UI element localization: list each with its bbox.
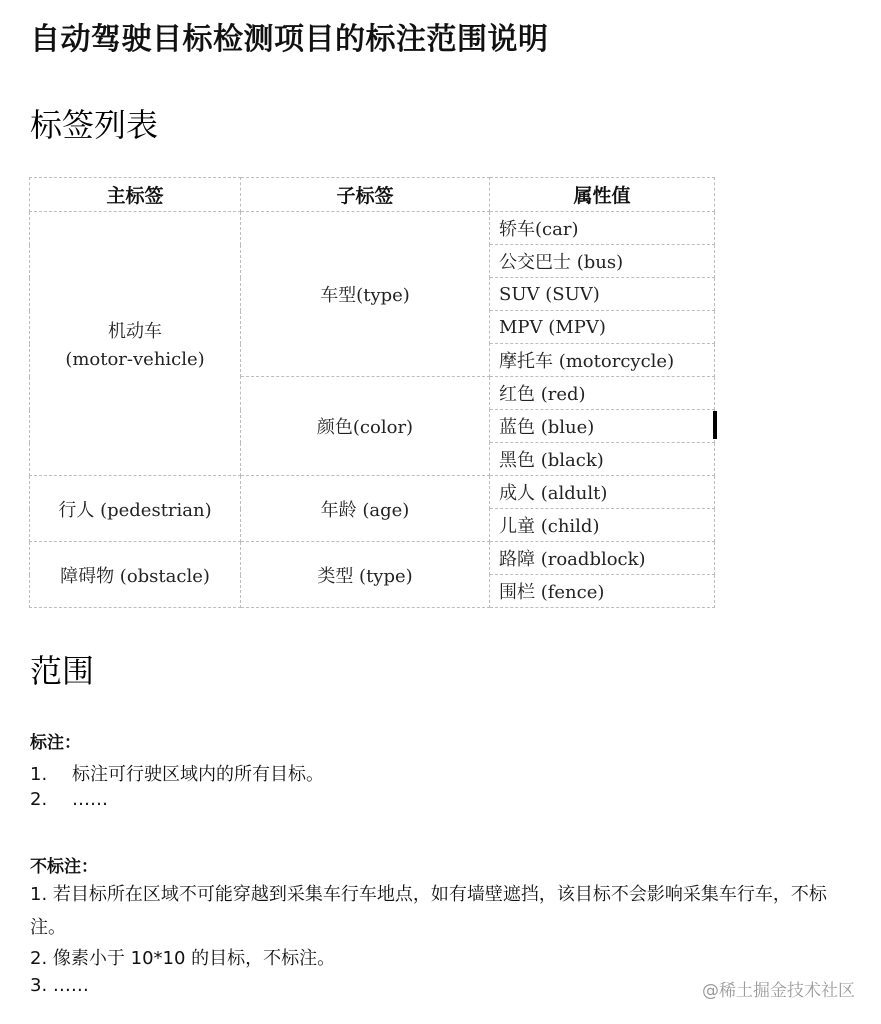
table-row (30, 212, 715, 245)
list-item (30, 760, 324, 786)
attribute-value: 成人 (aldult) (490, 476, 715, 509)
sub-label-obstacle-type: 类型 (type) (241, 542, 490, 608)
main-label-vehicle-en: (motor-vehicle) (65, 349, 205, 370)
attribute-value: 摩托车 (motorcycle) (490, 344, 715, 377)
attribute-value: 公交巴士 (bus) (490, 245, 715, 278)
not-annotate-heading: 不标注： (30, 857, 98, 877)
section-heading-scope: 范围 (30, 652, 95, 690)
section-heading-labels: 标签列表 (30, 106, 159, 144)
header-main-label: 主标签 (30, 178, 241, 212)
not-annotate-item-1: 1. 若目标所在区域不可能穿越到采集车行车地点，如有墙壁遮挡，该目标不会影响采集车行车，不标注。 (30, 884, 827, 938)
attribute-value: SUV (SUV) (490, 278, 715, 311)
not-annotate-item-2: 2. 像素小于 10*10 的目标，不标注。 (30, 948, 336, 969)
list-item-number: 1. (30, 764, 48, 785)
list-item-text: 标注可行驶区域内的所有目标。 (72, 764, 324, 785)
text-cursor (713, 411, 717, 439)
label-table (29, 177, 715, 608)
table-row (30, 476, 715, 509)
list-item (30, 789, 108, 810)
not-annotate-item-3: 3. …… (30, 975, 89, 996)
attribute-value: 蓝色 (blue) (490, 410, 715, 443)
attribute-value: 轿车(car) (490, 212, 715, 245)
header-attribute-value: 属性值 (490, 178, 715, 212)
list-item-number: 2. (30, 789, 48, 810)
table-row (30, 542, 715, 575)
sub-label-type: 车型(type) (241, 212, 490, 377)
sub-label-color: 颜色(color) (241, 377, 490, 476)
main-label-pedestrian: 行人 (pedestrian) (30, 476, 241, 542)
attribute-value: 儿童 (child) (490, 509, 715, 542)
attribute-value: 红色 (red) (490, 377, 715, 410)
main-label-obstacle: 障碍物 (obstacle) (30, 542, 241, 608)
sub-label-age: 年龄 (age) (241, 476, 490, 542)
page-title: 自动驾驶目标检测项目的标注范围说明 (30, 22, 549, 57)
watermark: @稀土掘金技术社区 (702, 981, 855, 1001)
attribute-value: 围栏 (fence) (490, 575, 715, 608)
header-sub-label: 子标签 (241, 178, 490, 212)
main-label-vehicle-cn: 机动车 (108, 321, 162, 342)
annotate-heading: 标注： (30, 733, 81, 753)
main-label-vehicle (30, 212, 241, 476)
attribute-value: 路障 (roadblock) (490, 542, 715, 575)
attribute-value: 黑色 (black) (490, 443, 715, 476)
list-item-text: …… (72, 789, 108, 810)
attribute-value: MPV (MPV) (490, 311, 715, 344)
table-header-row (30, 178, 715, 212)
